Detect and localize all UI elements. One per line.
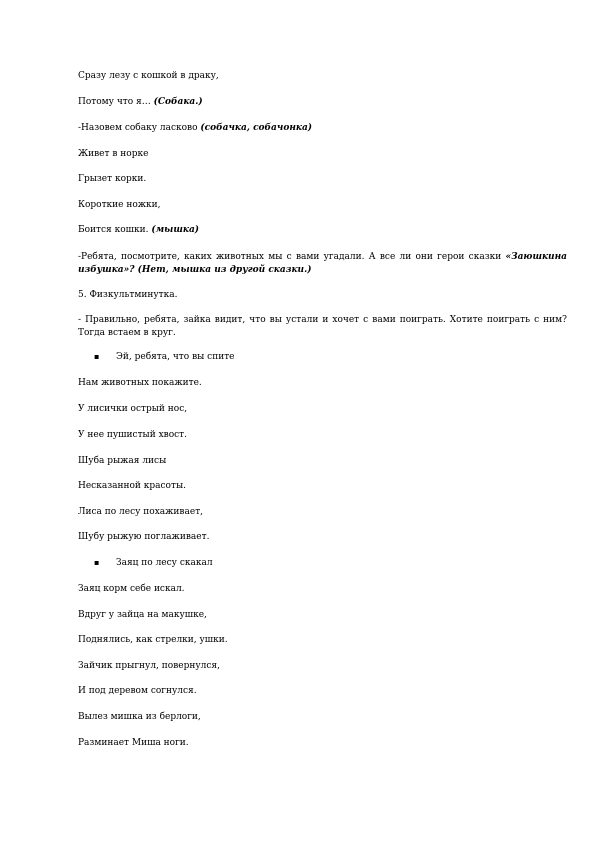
paragraph-intro: - Правильно, ребята, зайка видит, что вы устали и хочет с вами поиграть. Хотите поиграть с ним? Тогда встаем в круг.	[78, 315, 567, 338]
bullet-icon: ▪	[94, 558, 100, 567]
riddle-answer: (мышка)	[151, 225, 200, 235]
question-text: -Назовем собаку ласково	[78, 123, 201, 133]
riddle-line	[78, 225, 199, 236]
verse-line: Лиса по лесу похаживает,	[78, 507, 204, 517]
section-heading: 5. Физкультминутка.	[78, 290, 178, 300]
riddle-text: Боится кошки.	[78, 225, 152, 235]
bullet-icon: ▪	[94, 352, 100, 361]
verse-line: Вылез мишка из берлоги,	[78, 712, 201, 722]
riddle-line: Грызет корки.	[78, 174, 147, 184]
verse-line: Вдруг у зайца на макушке,	[78, 610, 207, 620]
paragraph-question	[78, 251, 567, 277]
verse-line: Разминает Миша ноги.	[78, 738, 189, 748]
verse-line: Поднялись, как стрелки, ушки.	[78, 635, 228, 645]
question-answer: (собачка, собачонка)	[200, 123, 313, 133]
verse-line: Нам животных покажите.	[78, 378, 202, 388]
verse-line: Зайчик прыгнул, повернулся,	[78, 661, 220, 671]
verse-line: Несказанной красоты.	[78, 481, 186, 491]
paragraph-bold: «Заюшкина избушка»? (Нет, мышка из другой сказки.)	[78, 252, 567, 275]
bullet-item: Эй, ребята, что вы спите	[116, 352, 235, 362]
riddle-text: Потому что я…	[78, 97, 154, 107]
riddle-line: Живет в норке	[78, 149, 149, 159]
riddle-answer: (Собака.)	[153, 97, 203, 107]
verse-line: Заяц корм себе искал.	[78, 584, 185, 594]
verse-line: Шуба рыжая лисы	[78, 456, 167, 466]
riddle-line: Сразу лезу с кошкой в драку,	[78, 71, 219, 81]
paragraph-text: -Ребята, посмотрите, каких животных мы с вами угадали. А все ли они герои сказки	[78, 252, 506, 262]
question-line	[78, 123, 312, 134]
riddle-line: Короткие ножки,	[78, 200, 161, 210]
bullet-item: Заяц по лесу скакал	[116, 558, 213, 568]
verse-line: У нее пушистый хвост.	[78, 430, 188, 440]
riddle-line	[78, 97, 203, 108]
verse-line: Шубу рыжую поглаживает.	[78, 532, 210, 542]
verse-line: У лисички острый нос,	[78, 404, 188, 414]
verse-line: И под деревом согнулся.	[78, 686, 197, 696]
